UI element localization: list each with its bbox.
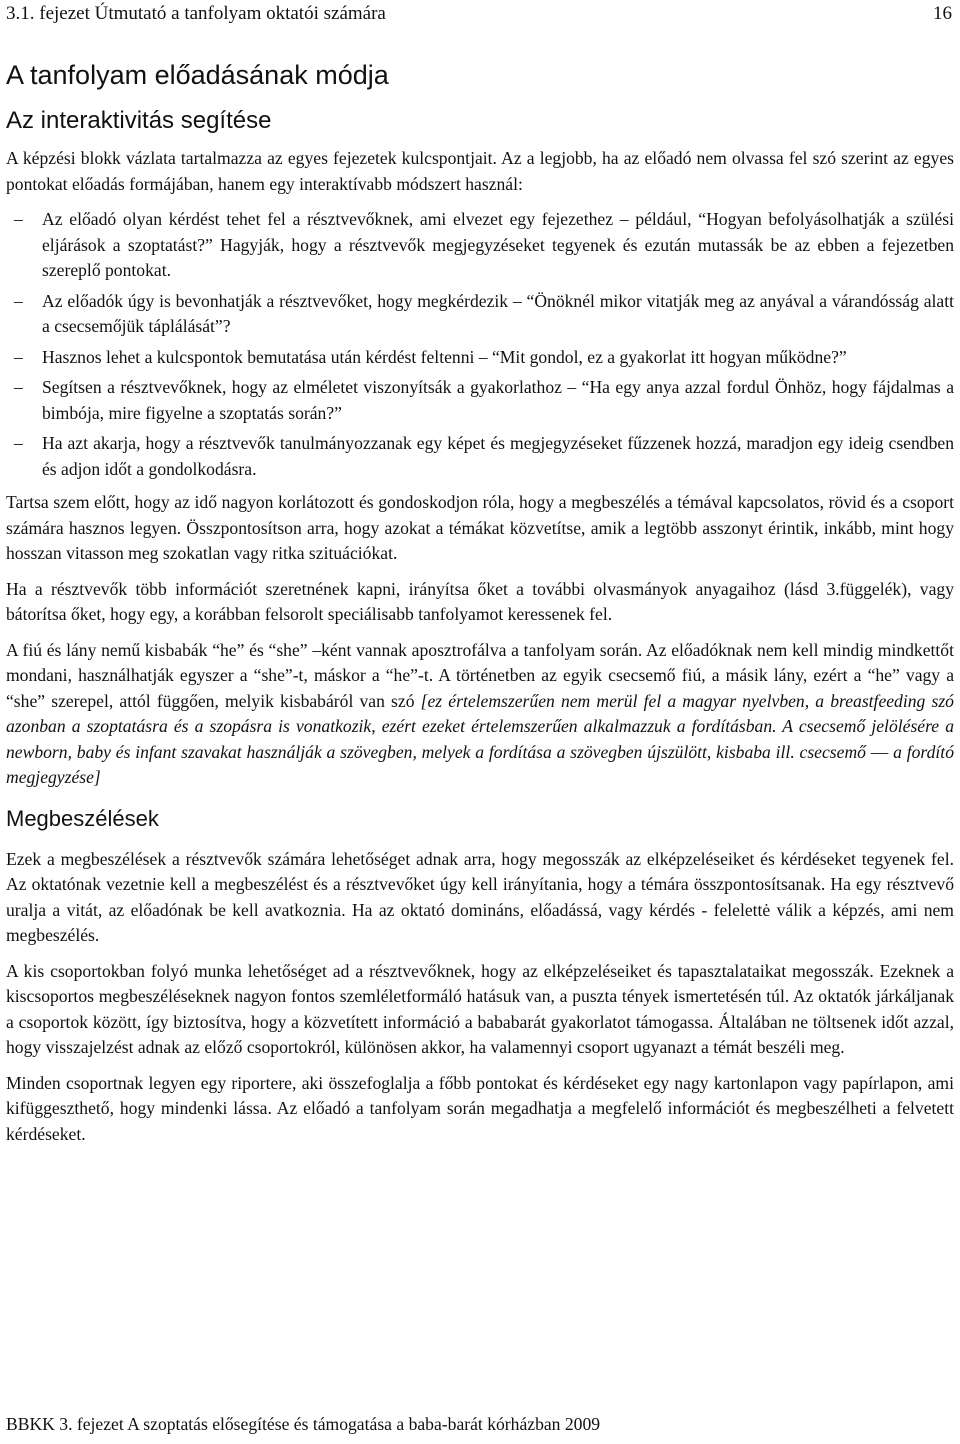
interactivity-bullet-list [6,207,954,482]
dash-bullet: – [14,433,23,453]
dash-bullet: – [14,290,23,311]
he-she-text: A fiú és lány nemű kisbabák “he” és “she” –ként vannak aposztrofálva a tanfolyam során. Az előadóknak nem kell mindig mindkettőt mondani, használhatják egyszer a “she”-t, máskor a “he”-t. A történetben az egyik csecsemő fiú, a másik lány, ezért a “he” vagy a “she” szerepel, attól függően, melyik kisbabáról van szó [6,639,954,711]
page-title: A tanfolyam előadásának módja [6,60,389,90]
list-item [6,431,954,482]
list-item [6,289,954,340]
further-reading-paragraph: Ha a résztvevők több információt szeretnének kapni, irányítsa őket a további olvasmányok anyagaihoz (lásd 3.függelék), vagy bátorítsa őket, hogy egy, a korábban felsorolt speciálisabb tanfolyamot keressenek fel. [6,578,954,624]
section-heading-discussions: Megbeszélések [6,805,159,831]
section-heading-interactivity: Az interaktivitás segítése [6,107,272,134]
header-chapter-title: 3.1. fejezet Útmutató a tanfolyam oktatói számára [6,3,386,24]
list-item-text: Az előadók úgy is bevonhatják a résztvevőket, hogy megkérdezik – “Önöknél mikor vitatják meg az anyával a várandósság alatt a csecsemőjük táplálását”? [42,290,954,336]
time-limit-paragraph: Tartsa szem előtt, hogy az idő nagyon korlátozott és gondoskodjon róla, hogy a megbeszélés a témával kapcsolatos, rövid és a csoport számára hasznos legyen. Összpontosítson arra, hogy azokat a témákat közvetítse, amik a legtöbb asszonyt érintik, inkább, mint hogy hosszan vitasson meg szokatlan vagy ritka szituációkat. [6,492,954,563]
page-content [6,58,954,1157]
list-item-text: Segítsen a résztvevőknek, hogy az elméletet viszonyítsák a gyakorlathoz – “Ha egy anya azzal fordul Önhöz, hogy fájdalmas a bimbója, mire figyelne a szoptatás során?” [42,377,954,423]
discussions-paragraph-2: A kis csoportokban folyó munka lehetőséget ad a résztvevőknek, hogy az elképzeléseiket és tapasztalataikat megosszák. Ezeknek a kiscsoportos megbeszéléseknek nagyon fontos szemléletformáló hatásuk van, a puszta tények ismertetésén túl. Az oktatók járkáljanak a csoportok között, így biztosítva, hogy a közvetített információ a bababarát gyakorlatot támogassa. Általában ne töltsenek időt azzal, hogy visszajelzést adnak az előző csoportokról, különösen akkor, ha valamennyi csoport ugyanazt a témát beszéli meg. [6,960,954,1057]
translator-note: [ez értelemszerűen nem merül fel a magyar nyelvben, a breastfeeding szó azonban a szoptatásra és a szopásra is vonatkozik, ezért ezeket értelemszerűen alkalmazzuk a fordításban. A csecsemő jelölésére a newborn, baby és infant szavakat használják a szövegben, melyek a fordítása a szövegben újszülött, kisbaba ill. csecsemő –– a fordító megjegyzése] [6,690,954,787]
discussions-paragraph-1: Ezek a megbeszélések a résztvevők számára lehetőséget adnak arra, hogy megosszák az elképzeléseiket és kérdéseket tegyenek fel. Az oktatónak vezetnie kell a megbeszélést és a résztvevőket úgy kell irányítania, hogy a témára összpontosítsanak. Ha egy résztvevő uralja a vitát, az előadónak be kell avatkoznia. Ha az oktató domináns, előadássá, vagy kérdés - felelettė válik a képzés, ami nem megbeszélés. [6,848,954,945]
running-header [6,3,952,25]
list-item-text: Hasznos lehet a kulcspontok bemutatása után kérdést feltenni – “Mit gondol, ez a gyakorlat itt hogyan működne?” [42,346,847,367]
discussions-paragraph-3: Minden csoportnak legyen egy riportere, aki összefoglalja a főbb pontokat és kérdéseket egy nagy kartonlapon vagy papírlapon, ami kifüggeszthető, hogy mindenki lássa. Az előadó a tanfolyam során megadhatja a megfelelő információt és megbeszélheti a felvetett kérdéseket. [6,1072,954,1144]
page-number: 16 [933,3,952,24]
dash-bullet: – [14,377,23,397]
list-item [6,207,954,284]
list-item [6,345,954,371]
list-item-text: Az előadó olyan kérdést tehet fel a résztvevőknek, ami elvezet egy fejezethez – például, “Hogyan befolyásolhatják a szülési eljárások a szoptatást?” Hagyják, hogy a résztvevők megjegyzéseket tegyenek és ezután mutassák be az ebben a fejezetben szereplő pontokat. [42,209,954,280]
page-footer: BBKK 3. fejezet A szoptatás elősegítése és támogatása a baba-barát kórházban 2009 [6,1414,601,1434]
intro-paragraph: A képzési blokk vázlata tartalmazza az egyes fejezetek kulcspontjait. Az a legjobb, ha az előadó nem olvassa fel szó szerint az egyes pontokat előadás formájában, hanem egy interaktívabb módszert használ: [6,148,954,194]
dash-bullet: – [14,346,23,367]
list-item [6,375,954,426]
he-she-paragraph [6,638,954,791]
dash-bullet: – [14,209,23,229]
list-item-text: Ha azt akarja, hogy a résztvevők tanulmányozzanak egy képet és megjegyzéseket fűzzenek hozzá, maradjon egy ideig csendben és adjon időt a gondolkodásra. [42,433,954,479]
